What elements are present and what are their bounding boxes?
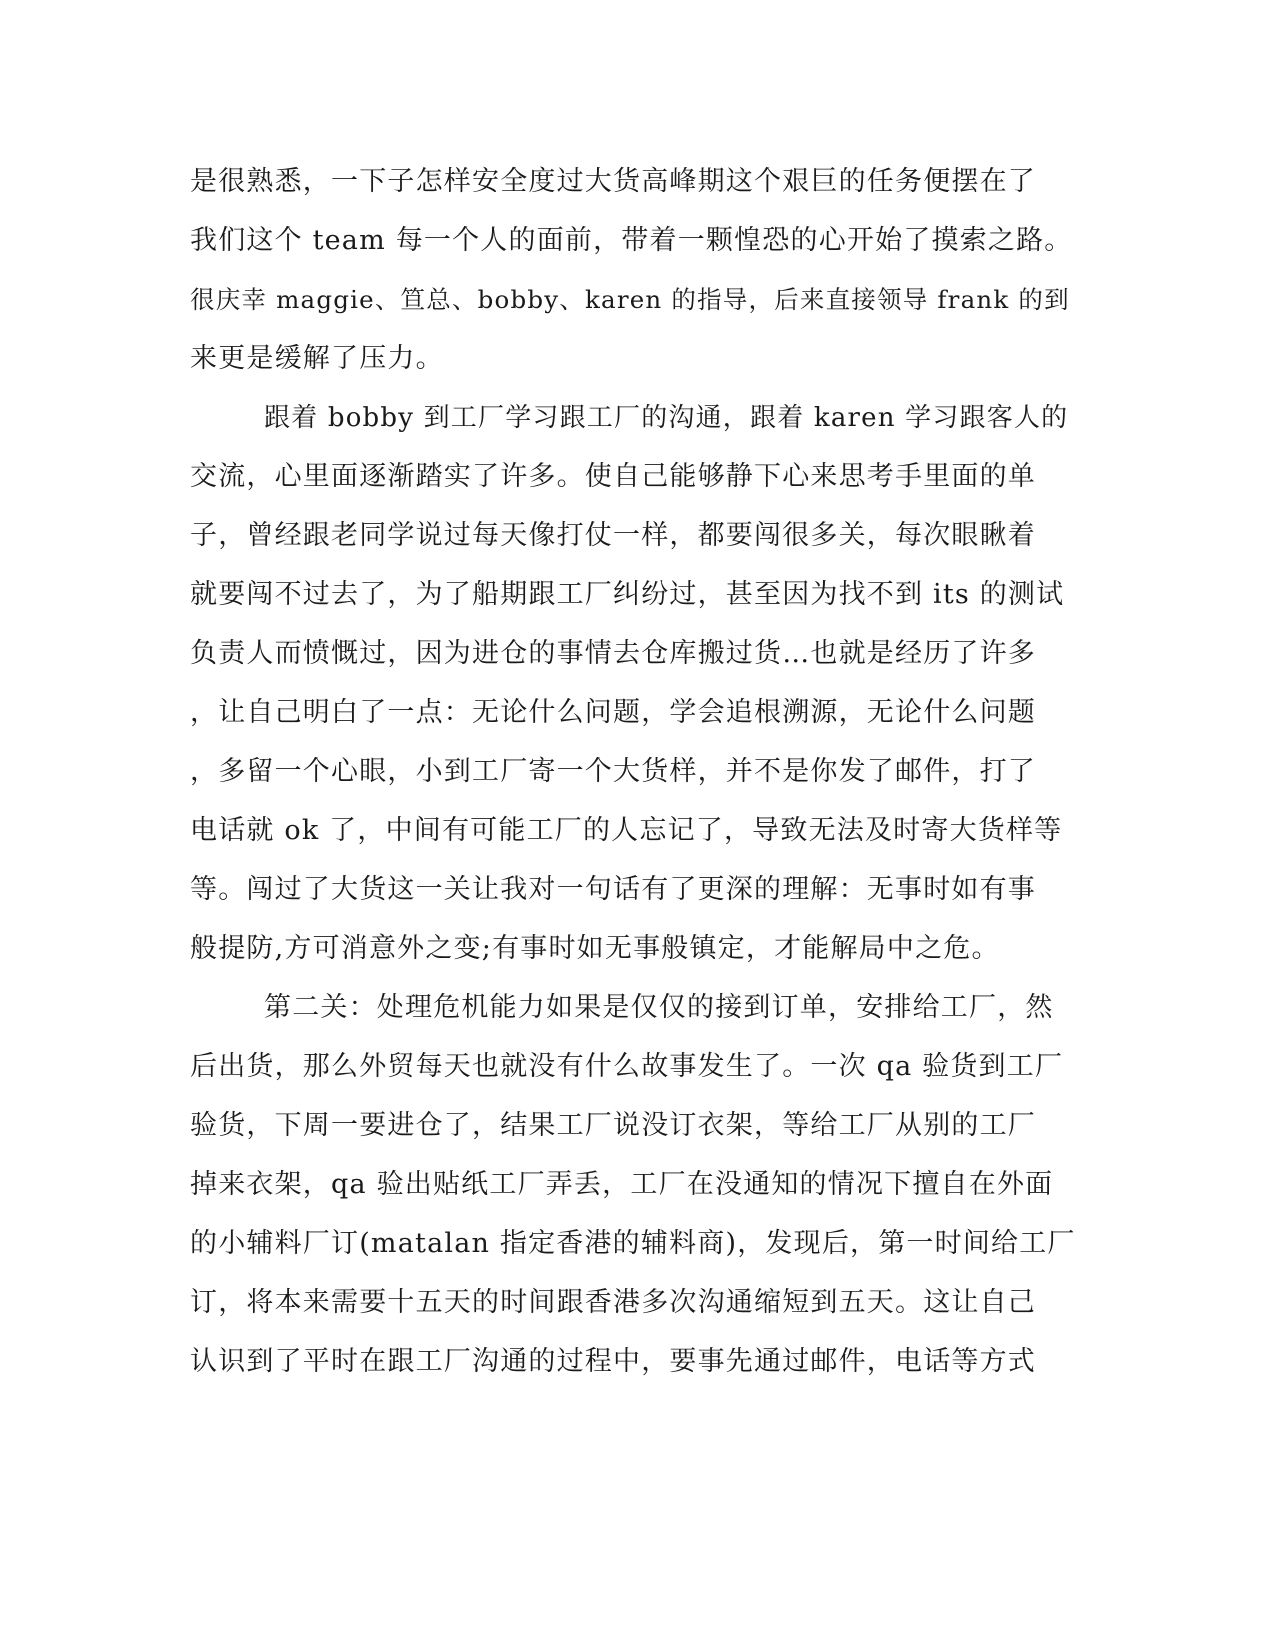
text-line: 电话就 ok 了，中间有可能工厂的人忘记了，导致无法及时寄大货样等	[190, 815, 1063, 846]
text-line: 订，将本来需要十五天的时间跟香港多次沟通缩短到五天。这让自己	[190, 1287, 1036, 1318]
text-line: ，多留一个心眼，小到工厂寄一个大货样，并不是你发了邮件，打了	[190, 756, 1036, 787]
text-line: 认识到了平时在跟工厂沟通的过程中，要事先通过邮件，电话等方式	[190, 1346, 1036, 1377]
text-line: 来更是缓解了压力。	[190, 343, 444, 374]
text-line: 是很熟悉，一下子怎样安全度过大货高峰期这个艰巨的任务便摆在了	[190, 166, 1036, 197]
text-line: 第二关：处理危机能力如果是仅仅的接到订单，安排给工厂，然	[264, 992, 1054, 1023]
text-line: 负责人而愤慨过，因为进仓的事情去仓库搬过货…也就是经历了许多	[190, 638, 1036, 669]
text-line: 般提防,方可消意外之变;有事时如无事般镇定，才能解局中之危。	[190, 933, 1000, 964]
text-line: 我们这个 team 每一个人的面前，带着一颗惶恐的心开始了摸索之路。	[190, 225, 1073, 256]
text-line: 交流，心里面逐渐踏实了许多。使自己能够静下心来思考手里面的单	[190, 461, 1036, 492]
text-line: 后出货，那么外贸每天也就没有什么故事发生了。一次 qa 验货到工厂	[190, 1051, 1064, 1082]
text-line: 掉来衣架，qa 验出贴纸工厂弄丢，工厂在没通知的情况下擅自在外面	[190, 1169, 1054, 1200]
text-line: 的小辅料厂订(matalan 指定香港的辅料商)，发现后，第一时间给工厂	[190, 1228, 1076, 1259]
text-line: 跟着 bobby 到工厂学习跟工厂的沟通，跟着 karen 学习跟客人的	[264, 403, 1069, 433]
text-line: 子，曾经跟老同学说过每天像打仗一样，都要闯很多关，每次眼瞅着	[190, 520, 1036, 551]
text-line: 就要闯不过去了，为了船期跟工厂纠纷过，甚至因为找不到 its 的测试	[190, 579, 1065, 610]
text-line: 验货，下周一要进仓了，结果工厂说没订衣架，等给工厂从别的工厂	[190, 1110, 1036, 1141]
text-line: 等。闯过了大货这一关让我对一句话有了更深的理解：无事时如有事	[190, 874, 1036, 905]
text-line: ，让自己明白了一点：无论什么问题，学会追根溯源，无论什么问题	[190, 697, 1036, 728]
text-line: 很庆幸 maggie、笪总、bobby、karen 的指导，后来直接领导 frank 的到	[190, 285, 1070, 314]
